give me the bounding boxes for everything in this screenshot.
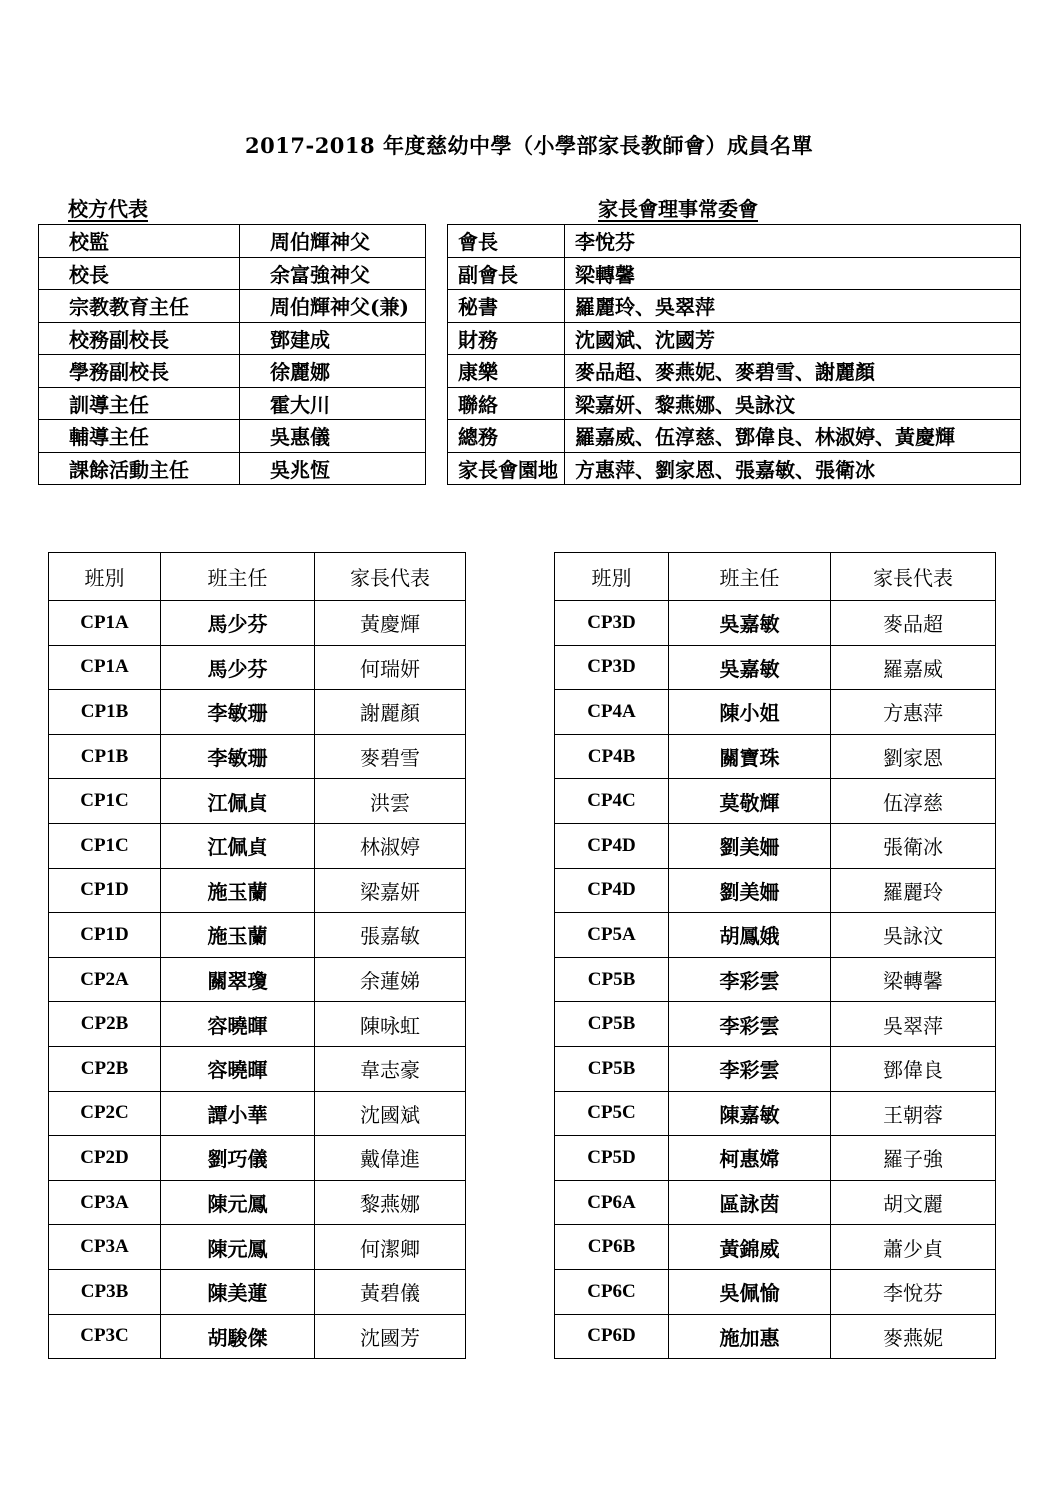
class-cell: CP5B [555, 1002, 669, 1047]
header-teacher: 班主任 [669, 553, 831, 601]
role-cell: 校監 [39, 225, 240, 258]
parent-cell: 洪雲 [315, 779, 466, 824]
table-row [49, 1091, 466, 1136]
parent-cell: 陳咏虹 [315, 1002, 466, 1047]
table-row [39, 355, 426, 388]
parent-cell: 伍淳慈 [831, 779, 996, 824]
page-title: 2017-2018 年度慈幼中學（小學部家長教師會）成員名單 [245, 133, 813, 158]
table-row [39, 420, 426, 453]
parent-cell: 戴偉進 [315, 1136, 466, 1181]
teacher-cell: 區詠茵 [669, 1180, 831, 1225]
table-row [555, 734, 996, 779]
table-row [448, 290, 1021, 323]
table-row [555, 1091, 996, 1136]
parent-cell: 黃碧儀 [315, 1269, 466, 1314]
class-cell: CP4C [555, 779, 669, 824]
table-row [448, 387, 1021, 420]
role-cell: 會長 [448, 225, 565, 258]
role-cell: 副會長 [448, 257, 565, 290]
teacher-cell: 馬少芬 [161, 645, 315, 690]
teacher-cell: 李敏珊 [161, 690, 315, 735]
teacher-cell: 莫敬輝 [669, 779, 831, 824]
parent-cell: 何瑞妍 [315, 645, 466, 690]
parent-cell: 韋志豪 [315, 1046, 466, 1091]
class-cell: CP5D [555, 1136, 669, 1181]
teacher-cell: 吳嘉敏 [669, 645, 831, 690]
parent-cell: 麥碧雪 [315, 734, 466, 779]
names-cell: 李悅芬 [565, 225, 1021, 258]
teacher-cell: 陳嘉敏 [669, 1091, 831, 1136]
parent-cell: 梁嘉妍 [315, 868, 466, 913]
table-row [555, 1002, 996, 1047]
name-cell: 余富強神父 [240, 257, 426, 290]
role-cell: 校長 [39, 257, 240, 290]
role-cell: 訓導主任 [39, 387, 240, 420]
class-cell: CP2B [49, 1002, 161, 1047]
table-row [555, 1136, 996, 1181]
teacher-cell: 劉美姍 [669, 823, 831, 868]
table-row [39, 257, 426, 290]
class-cell: CP1A [49, 601, 161, 646]
teacher-cell: 江佩貞 [161, 779, 315, 824]
parent-cell: 麥燕妮 [831, 1314, 996, 1359]
teacher-cell: 劉美姍 [669, 868, 831, 913]
name-cell: 鄧建成 [240, 322, 426, 355]
table-row [49, 823, 466, 868]
class-cell: CP1B [49, 690, 161, 735]
committee-heading: 家長會理事常委會 [598, 197, 758, 221]
teacher-cell: 施玉蘭 [161, 868, 315, 913]
class-cell: CP6B [555, 1225, 669, 1270]
header-class: 班別 [49, 553, 161, 601]
parent-cell: 余蓮娣 [315, 957, 466, 1002]
table-row [49, 1136, 466, 1181]
class-cell: CP1D [49, 913, 161, 958]
role-cell: 財務 [448, 322, 565, 355]
class-table-left [48, 552, 466, 1359]
teacher-cell: 柯惠嫦 [669, 1136, 831, 1181]
teacher-cell: 施加惠 [669, 1314, 831, 1359]
class-cell: CP4B [555, 734, 669, 779]
table-row [555, 1046, 996, 1091]
teacher-cell: 劉巧儀 [161, 1136, 315, 1181]
teacher-cell: 陳美蓮 [161, 1269, 315, 1314]
class-cell: CP3A [49, 1180, 161, 1225]
class-cell: CP2D [49, 1136, 161, 1181]
class-cell: CP4D [555, 868, 669, 913]
class-cell: CP3A [49, 1225, 161, 1270]
parent-cell: 沈國芳 [315, 1314, 466, 1359]
table-row [555, 645, 996, 690]
table-row [555, 868, 996, 913]
teacher-cell: 胡鳳娥 [669, 913, 831, 958]
name-cell: 周伯輝神父 [240, 225, 426, 258]
parent-cell: 張嘉敏 [315, 913, 466, 958]
parent-cell: 吳翠萍 [831, 1002, 996, 1047]
table-row [448, 225, 1021, 258]
table-row [555, 601, 996, 646]
names-cell: 梁轉馨 [565, 257, 1021, 290]
table-row [39, 225, 426, 258]
role-cell: 秘書 [448, 290, 565, 323]
name-cell: 吳惠儀 [240, 420, 426, 453]
table-row [448, 257, 1021, 290]
table-row [555, 1225, 996, 1270]
table-row [39, 387, 426, 420]
class-cell: CP5B [555, 1046, 669, 1091]
teacher-cell: 關寶珠 [669, 734, 831, 779]
role-cell: 校務副校長 [39, 322, 240, 355]
teacher-cell: 黃錦威 [669, 1225, 831, 1270]
teacher-cell: 陳小姐 [669, 690, 831, 735]
header-parent: 家長代表 [315, 553, 466, 601]
parent-cell: 沈國斌 [315, 1091, 466, 1136]
parent-cell: 張衛冰 [831, 823, 996, 868]
class-cell: CP3D [555, 645, 669, 690]
table-row [555, 779, 996, 824]
teacher-cell: 容曉暉 [161, 1046, 315, 1091]
teacher-cell: 李彩雲 [669, 957, 831, 1002]
class-cell: CP4A [555, 690, 669, 735]
teacher-cell: 吳嘉敏 [669, 601, 831, 646]
table-row [49, 645, 466, 690]
names-cell: 麥品超、麥燕妮、麥碧雪、謝麗顏 [565, 355, 1021, 388]
parent-cell: 鄧偉良 [831, 1046, 996, 1091]
role-cell: 總務 [448, 420, 565, 453]
teacher-cell: 吳佩愉 [669, 1269, 831, 1314]
table-row [49, 601, 466, 646]
class-cell: CP6A [555, 1180, 669, 1225]
table-row [49, 1002, 466, 1047]
class-cell: CP2C [49, 1091, 161, 1136]
role-cell: 學務副校長 [39, 355, 240, 388]
table-row [49, 779, 466, 824]
parent-cell: 李悅芬 [831, 1269, 996, 1314]
teacher-cell: 馬少芬 [161, 601, 315, 646]
class-cell: CP4D [555, 823, 669, 868]
table-row [49, 690, 466, 735]
table-row [49, 1269, 466, 1314]
teacher-cell: 施玉蘭 [161, 913, 315, 958]
teacher-cell: 胡駿傑 [161, 1314, 315, 1359]
table-row [448, 355, 1021, 388]
table-row [555, 1180, 996, 1225]
parent-cell: 林淑婷 [315, 823, 466, 868]
names-cell: 梁嘉妍、黎燕娜、吳詠汶 [565, 387, 1021, 420]
table-row [49, 1225, 466, 1270]
teacher-cell: 陳元鳳 [161, 1180, 315, 1225]
names-cell: 方惠萍、劉家恩、張嘉敏、張衛冰 [565, 452, 1021, 485]
class-cell: CP1C [49, 823, 161, 868]
header-class: 班別 [555, 553, 669, 601]
teacher-cell: 容曉暉 [161, 1002, 315, 1047]
class-cell: CP1B [49, 734, 161, 779]
header-parent: 家長代表 [831, 553, 996, 601]
class-cell: CP5C [555, 1091, 669, 1136]
table-row [448, 452, 1021, 485]
parent-cell: 羅子強 [831, 1136, 996, 1181]
name-cell: 周伯輝神父(兼) [240, 290, 426, 323]
table-row [49, 868, 466, 913]
table-row [49, 1180, 466, 1225]
parent-cell: 胡文麗 [831, 1180, 996, 1225]
class-cell: CP2B [49, 1046, 161, 1091]
table-row [39, 452, 426, 485]
role-cell: 宗教教育主任 [39, 290, 240, 323]
teacher-cell: 關翠瓊 [161, 957, 315, 1002]
parent-cell: 吳詠汶 [831, 913, 996, 958]
table-row [49, 913, 466, 958]
name-cell: 徐麗娜 [240, 355, 426, 388]
class-cell: CP2A [49, 957, 161, 1002]
teacher-cell: 陳元鳳 [161, 1225, 315, 1270]
parent-cell: 蕭少貞 [831, 1225, 996, 1270]
table-row [39, 290, 426, 323]
parent-cell: 何潔卿 [315, 1225, 466, 1270]
teacher-cell: 李敏珊 [161, 734, 315, 779]
parent-cell: 黎燕娜 [315, 1180, 466, 1225]
class-cell: CP3C [49, 1314, 161, 1359]
teacher-cell: 李彩雲 [669, 1002, 831, 1047]
parent-cell: 劉家恩 [831, 734, 996, 779]
class-cell: CP1D [49, 868, 161, 913]
parent-cell: 梁轉馨 [831, 957, 996, 1002]
table-header-row [555, 553, 996, 601]
class-cell: CP6C [555, 1269, 669, 1314]
class-cell: CP3D [555, 601, 669, 646]
role-cell: 聯絡 [448, 387, 565, 420]
parent-cell: 方惠萍 [831, 690, 996, 735]
role-cell: 家長會園地 [448, 452, 565, 485]
names-cell: 沈國斌、沈國芳 [565, 322, 1021, 355]
table-row [555, 913, 996, 958]
class-cell: CP5A [555, 913, 669, 958]
parent-cell: 謝麗顏 [315, 690, 466, 735]
parent-cell: 王朝蓉 [831, 1091, 996, 1136]
table-row [49, 734, 466, 779]
class-table-right [554, 552, 996, 1359]
table-row [555, 957, 996, 1002]
name-cell: 霍大川 [240, 387, 426, 420]
role-cell: 課餘活動主任 [39, 452, 240, 485]
names-cell: 羅麗玲、吳翠萍 [565, 290, 1021, 323]
class-cell: CP6D [555, 1314, 669, 1359]
table-header-row [49, 553, 466, 601]
table-row [448, 322, 1021, 355]
class-cell: CP5B [555, 957, 669, 1002]
school-reps-table [38, 224, 426, 485]
names-cell: 羅嘉威、伍淳慈、鄧偉良、林淑婷、黃慶輝 [565, 420, 1021, 453]
role-cell: 康樂 [448, 355, 565, 388]
class-cell: CP1A [49, 645, 161, 690]
parent-cell: 麥品超 [831, 601, 996, 646]
table-row [555, 1314, 996, 1359]
class-cell: CP3B [49, 1269, 161, 1314]
table-row [555, 823, 996, 868]
table-row [555, 1269, 996, 1314]
parent-cell: 羅麗玲 [831, 868, 996, 913]
table-row [49, 1046, 466, 1091]
school-reps-heading: 校方代表 [68, 197, 148, 221]
class-cell: CP1C [49, 779, 161, 824]
table-row [39, 322, 426, 355]
table-row [448, 420, 1021, 453]
table-row [555, 690, 996, 735]
table-row [49, 957, 466, 1002]
role-cell: 輔導主任 [39, 420, 240, 453]
teacher-cell: 江佩貞 [161, 823, 315, 868]
teacher-cell: 譚小華 [161, 1091, 315, 1136]
table-row [49, 1314, 466, 1359]
teacher-cell: 李彩雲 [669, 1046, 831, 1091]
parent-cell: 羅嘉威 [831, 645, 996, 690]
parent-cell: 黃慶輝 [315, 601, 466, 646]
header-teacher: 班主任 [161, 553, 315, 601]
name-cell: 吳兆恆 [240, 452, 426, 485]
committee-table [447, 224, 1021, 485]
